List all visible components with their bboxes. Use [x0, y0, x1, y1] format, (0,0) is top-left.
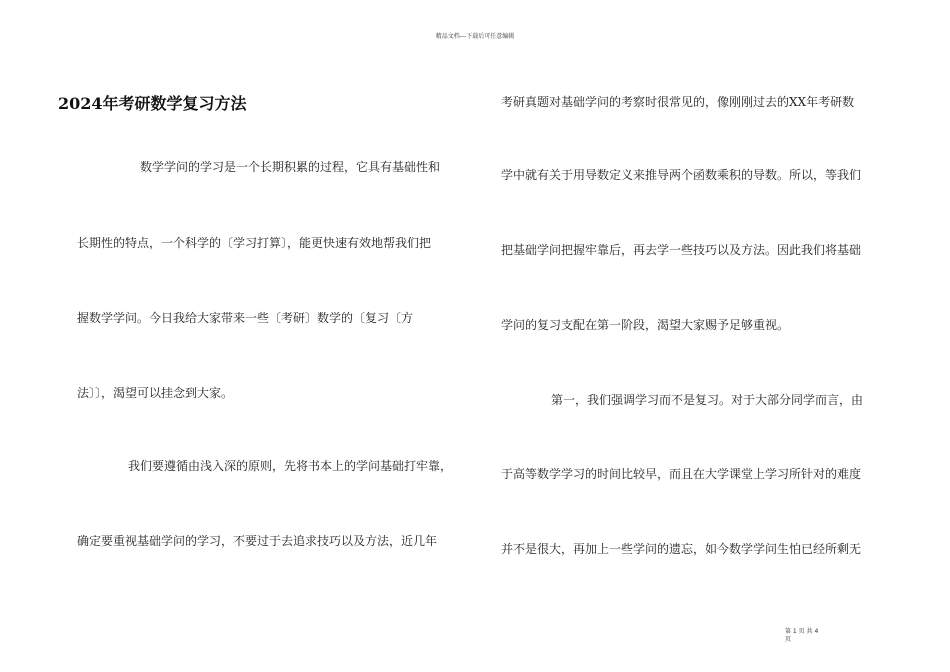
right-paragraph-line: 考研真题对基础学问的考察时很常见的，像刚刚过去的XX年考研数 — [501, 95, 855, 109]
page-number: 第 1 页 共 4 页 — [785, 628, 819, 643]
left-paragraph-line: 确定要重视基础学问的学习，不要过于去追求技巧以及方法，近几年 — [77, 534, 438, 548]
right-paragraph-line: 于高等数学学习的时间比较早，而且在大学课堂上学习所针对的难度 — [501, 467, 862, 481]
right-paragraph-line: 并不是很大，再加上一些学问的遗忘，如今数学学问生怕已经所剩无 — [501, 542, 862, 556]
left-paragraph-line: 长期性的特点，一个科学的〔学习打算〕，能更快速有效地帮我们把 — [77, 236, 432, 250]
page-header: 精品文档---下载后可任意编辑 — [435, 33, 515, 40]
right-paragraph-line: 学问的复习支配在第一阶段，渴望大家赐予足够重视。 — [501, 318, 790, 332]
left-paragraph-line: 法〕〕，渴望可以挂念到大家。 — [77, 386, 234, 400]
left-paragraph-line: 数学学问的学习是一个长期积累的过程，它具有基础性和 — [140, 160, 441, 174]
document-title: 2024年考研数学复习方法 — [58, 94, 247, 113]
right-paragraph-line: 把基础学问把握牢靠后，再去学一些技巧以及方法。因此我们将基础 — [501, 243, 862, 257]
right-paragraph-line: 学中就有关于用导数定义来推导两个函数乘积的导数。所以，等我们 — [501, 168, 862, 182]
right-paragraph-line: 第一，我们强调学习而不是复习。对于大部分同学而言，由 — [551, 393, 864, 407]
left-paragraph-line: 握数学学问。今日我给大家带来一些〔考研〕数学的〔复习〔方 — [77, 311, 414, 325]
left-paragraph-line: 我们要遵循由浅入深的原则，先将书本上的学问基础打牢靠， — [128, 459, 453, 473]
